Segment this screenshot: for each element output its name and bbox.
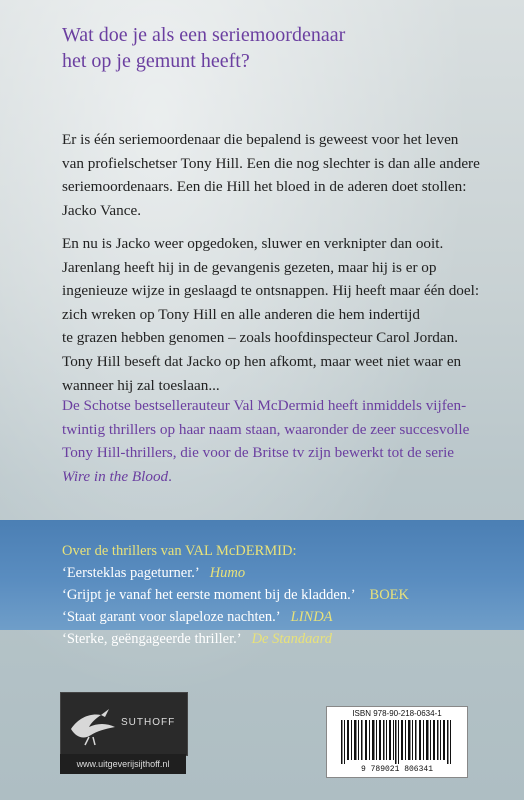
barcode (326, 706, 468, 778)
headline-line-2: het op je gemunt heeft? (62, 50, 250, 72)
paragraph-line: van profielschetser Tony Hill. Een die nog slechter is dan alle andere (62, 154, 480, 172)
publisher-logo (60, 692, 188, 756)
quotes-title: Over de thrillers van VAL McDERMID: (62, 543, 297, 559)
quote-text: ‘Eersteklas pageturner.’ (62, 565, 200, 581)
paragraph-line (62, 465, 492, 489)
barcode-bars-icon (341, 720, 453, 764)
paragraph-line: zich wreken op Tony Hill en alle anderen die hem indertijd (62, 305, 420, 323)
quote-text: ‘Sterke, geëngageerde thriller.’ (62, 631, 242, 647)
bird-logo-icon (65, 699, 121, 747)
quote-source: LINDA (290, 609, 333, 625)
paragraph-line: Jarenlang heeft hij in de gevangenis gezeten, maar hij is er op (62, 258, 437, 276)
paragraph-line: wanneer hij zal toeslaan... (62, 376, 220, 394)
paragraph-line: Tony Hill-thrillers, die voor de Britse tv zijn bewerkt tot de serie (62, 444, 455, 462)
paragraph-line: Tony Hill beseft dat Jacko op hen afkomt, maar weet niet waar en (62, 352, 462, 370)
paragraph-line: Jacko Vance. (62, 201, 141, 219)
quote-item (62, 565, 502, 582)
paragraph-2 (62, 232, 492, 397)
quote-item (62, 609, 502, 626)
paragraph-line: ingenieuze wijze in geslaagd te ontsnappen. Hij heeft maar één doel: (62, 282, 480, 300)
quote-source: De Standaard (251, 631, 332, 647)
headline (62, 22, 482, 74)
publisher-name: SUTHOFF (121, 717, 176, 728)
headline-line-1: Wat doe je als een seriemoordenaar (62, 24, 346, 46)
paragraph-line: Er is één seriemoordenaar die bepalend is geweest voor het leven (62, 131, 459, 148)
series-title: Wire in the Blood (62, 467, 169, 485)
series-suffix: . (168, 467, 172, 485)
quote-item (62, 631, 502, 648)
barcode-number: 9 789021 806341 (360, 765, 433, 774)
paragraph-line: seriemoordenaars. Een die Hill het bloed in de aderen doet stollen: (62, 178, 467, 196)
paragraph-1 (62, 128, 492, 222)
paragraph-line: De Schotse bestsellerauteur Val McDermid heeft inmiddels vijfen- (62, 397, 467, 414)
author-bio (62, 394, 492, 488)
paragraph-line: twintig thrillers op haar naam staan, waaronder de zeer succesvolle (62, 420, 470, 438)
quote-item (62, 587, 502, 604)
quote-text: ‘Staat garant voor slapeloze nachten.’ (62, 609, 281, 625)
paragraph-line: te grazen hebben genomen – zoals hoofdinspecteur Carol Jordan. (62, 329, 459, 347)
paragraph-line: En nu is Jacko weer opgedoken, sluwer en verknipter dan ooit. (62, 235, 444, 252)
isbn-label: ISBN 978-90-218-0634-1 (352, 709, 442, 718)
quote-source: Humo (209, 565, 246, 581)
quote-source: BOEK (369, 587, 410, 603)
publisher-url: www.uitgeverijsijthoff.nl (60, 754, 186, 774)
quote-text: ‘Grijpt je vanaf het eerste moment bij de kladden.’ (62, 587, 356, 603)
